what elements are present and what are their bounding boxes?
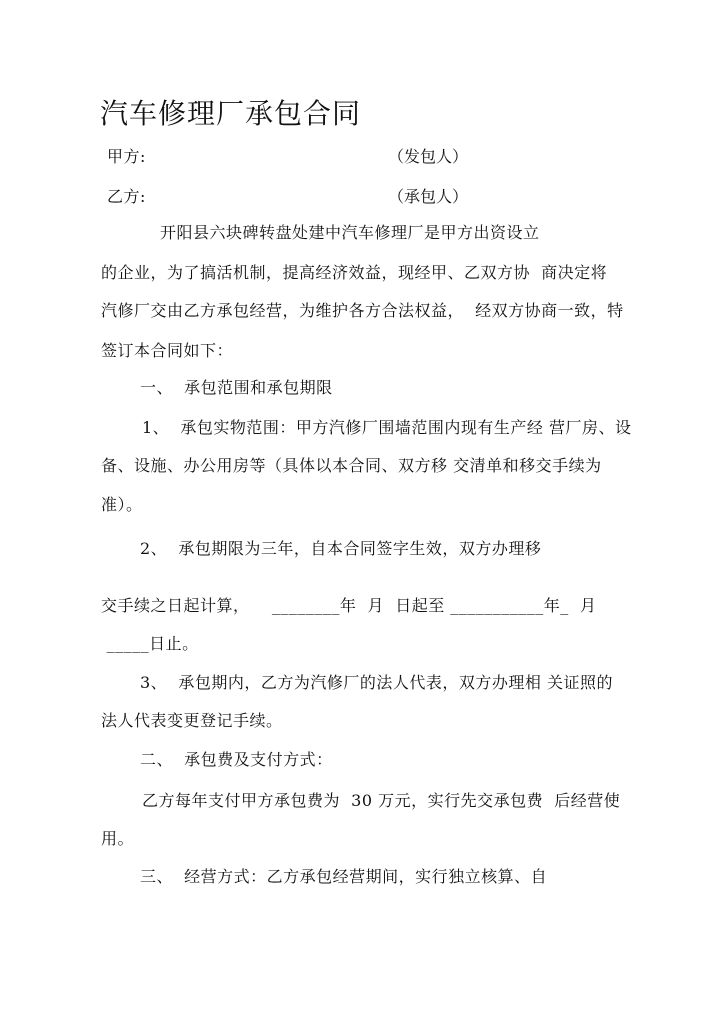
clause-line: 2、 承包期限为三年，自本合同签字生效，双方办理移	[140, 539, 542, 558]
clause-line: _____日止。	[101, 634, 199, 653]
paragraph-line: 开阳县六块碑转盘处建中汽车修理厂是甲方出资设立	[160, 223, 540, 242]
paragraph-line: 汽修厂交由乙方承包经营，为维护各方合法权益， 经双方协商一致，特	[101, 301, 624, 320]
clause-line: 1、 承包实物范围：甲方汽修厂围墙范围内现有生产经 营厂房、设	[142, 418, 632, 437]
paragraph-line: 签订本合同如下：	[101, 341, 234, 360]
party-a-role: （发包人）	[388, 147, 469, 166]
clause-line: 交手续之日起计算， ________年 月 日起至 ___________年_ 月	[101, 596, 597, 615]
document-title: 汽车修理厂承包合同	[100, 97, 362, 130]
clause-line: 3、 承包期内，乙方为汽修厂的法人代表，双方办理相 关证照的	[140, 673, 613, 692]
clause-line: 备、设施、办公用房等（具体以本合同、双方移 交清单和移交手续为	[101, 456, 602, 475]
section-heading: 三、 经营方式：乙方承包经营期间，实行独立核算、自	[140, 867, 548, 886]
paragraph-line: 的企业，为了搞活机制，提高经济效益，现经甲、乙双方协 商决定将	[101, 263, 608, 282]
party-b-role: （承包人）	[388, 187, 469, 206]
section-heading: 一、 承包范围和承包期限	[140, 378, 333, 397]
section-heading: 二、 承包费及支付方式：	[140, 750, 333, 769]
clause-line: 用。	[101, 829, 135, 848]
party-b-label: 乙方:	[107, 187, 146, 206]
party-a-label: 甲方:	[107, 147, 146, 166]
clause-line: 准）。	[101, 495, 143, 514]
clause-line: 法人代表变更登记手续。	[101, 711, 283, 730]
clause-line: 乙方每年支付甲方承包费为 30 万元，实行先交承包费 后经营使	[142, 791, 621, 810]
